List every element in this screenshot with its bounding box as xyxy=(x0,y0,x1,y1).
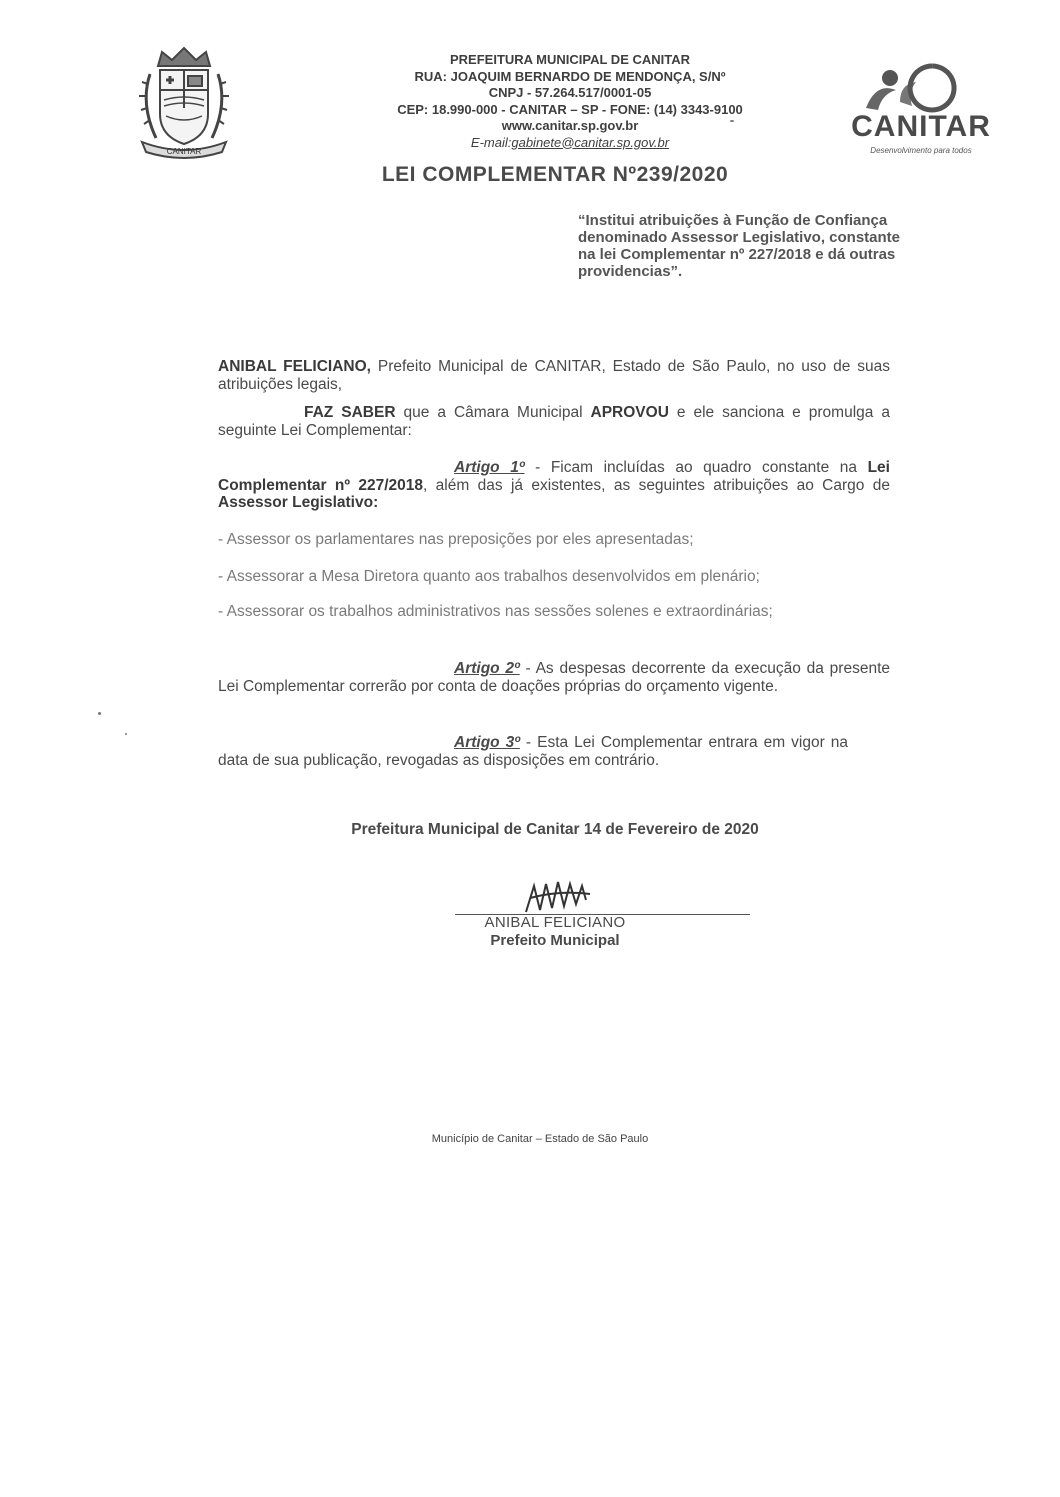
preamble-text: Prefeito Municipal de CANITAR, Estado de São Paulo, no uso de suas atribuições legais, xyxy=(218,358,890,393)
letterhead-line: PREFEITURA MUNICIPAL DE CANITAR xyxy=(449,52,691,67)
canitar-logo xyxy=(836,62,1006,162)
letterhead-line: CNPJ - 57.264.517/0001-05 xyxy=(488,85,652,100)
email-label: E-mail: xyxy=(470,134,512,150)
signer-name: ANIBAL FELICIANO xyxy=(484,914,626,931)
letterhead-line: CEP: 18.990-000 - CANITAR – SP - FONE: (14) 3343-9100 xyxy=(397,101,743,117)
faz-saber-text-end: e ele sanciona e promulga a seguinte Lei Complementar: xyxy=(218,404,890,439)
article-2-label: Artigo 2º xyxy=(454,660,520,677)
coat-of-arms-icon xyxy=(122,44,246,162)
letterhead xyxy=(310,52,830,151)
article-1-text-2: , além das já existentes, as seguintes atribuições ao Cargo de xyxy=(423,476,890,494)
logo-mark-icon xyxy=(836,62,1006,114)
letterhead-website: www.canitar.sp.gov.br xyxy=(501,118,639,133)
list-item: - Assessorar a Mesa Diretora quanto aos trabalhos desenvolvidos em plenário; xyxy=(218,568,760,585)
article-1-law-ref: Lei Complementar nº 227/2018 xyxy=(218,459,890,494)
ementa: “Institui atribuições à Função de Confiança denominado Assessor Legislativo, constante na lei Complementar nº 227/2018 e dá outras providencias”. xyxy=(578,212,901,280)
list-item: - Assessorar os trabalhos administrativos nas sessões solenes e extraordinárias; xyxy=(218,603,773,620)
article-2 xyxy=(218,660,890,695)
article-1-text: - Ficam incluídas ao quadro constante na xyxy=(524,459,868,476)
signer-role: Prefeito Municipal xyxy=(490,932,620,949)
aprovou-label: APROVOU xyxy=(590,404,669,421)
article-1 xyxy=(218,459,890,512)
mayor-name: ANIBAL FELICIANO, xyxy=(218,358,371,375)
scan-speck xyxy=(98,712,101,715)
letterhead-email xyxy=(310,135,830,152)
article-1-role: Assessor Legislativo: xyxy=(218,494,379,511)
article-3 xyxy=(218,734,848,769)
page-footer: Município de Canitar – Estado de São Paulo xyxy=(431,1133,649,1145)
logo-wordmark: CANITAR xyxy=(851,110,991,143)
faz-saber-paragraph xyxy=(218,404,890,439)
logo-tagline: Desenvolvimento para todos xyxy=(870,146,972,155)
email-link[interactable]: gabinete@canitar.sp.gov.br xyxy=(511,134,670,150)
letterhead-line: RUA: JOAQUIM BERNARDO DE MENDONÇA, S/Nº xyxy=(414,68,726,84)
scan-speck xyxy=(730,120,734,122)
law-title: LEI COMPLEMENTAR Nº239/2020 xyxy=(381,163,729,186)
scan-speck xyxy=(125,733,127,735)
coat-of-arms-label: CANITAR xyxy=(166,147,202,156)
article-3-text: - Esta Lei Complementar entrara em vigor na data de sua publicação, revogadas as disposições em contrário. xyxy=(218,734,848,769)
faz-saber-text: que a Câmara Municipal xyxy=(395,404,591,421)
list-item: - Assessor os parlamentares nas preposições por eles apresentadas; xyxy=(218,531,694,548)
article-3-label: Artigo 3º xyxy=(454,734,520,751)
preamble-paragraph xyxy=(218,358,890,393)
signer-block xyxy=(440,914,670,950)
article-2-text: - As despesas decorrente da execução da presente Lei Complementar correrão por conta de doações próprias do orçamento vigente. xyxy=(218,660,891,695)
article-1-label: Artigo 1º xyxy=(454,459,525,476)
faz-saber-label: FAZ SABER xyxy=(304,404,396,421)
closing-date-line: Prefeitura Municipal de Canitar 14 de Fevereiro de 2020 xyxy=(351,821,759,838)
